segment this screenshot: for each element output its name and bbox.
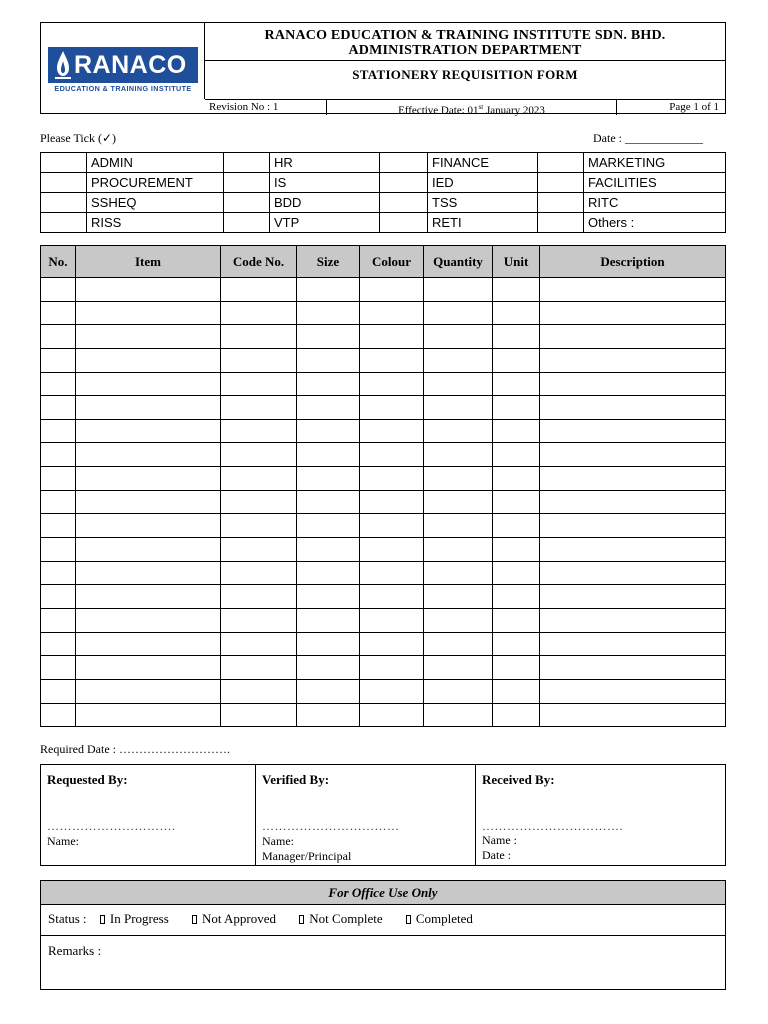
- department-row: [41, 173, 726, 193]
- table-cell[interactable]: [297, 703, 360, 727]
- table-cell[interactable]: [76, 703, 221, 727]
- table-cell[interactable]: [360, 561, 424, 585]
- verified-by-title: Verified By:: [262, 772, 330, 787]
- table-cell[interactable]: [221, 679, 297, 703]
- table-cell[interactable]: [41, 372, 76, 396]
- table-cell[interactable]: [221, 608, 297, 632]
- table-row: [41, 348, 726, 372]
- table-cell[interactable]: [41, 490, 76, 514]
- table-cell[interactable]: [76, 325, 221, 349]
- table-cell[interactable]: [540, 679, 726, 703]
- table-row: [41, 561, 726, 585]
- department-label: PROCUREMENT: [87, 173, 224, 193]
- table-row: [41, 679, 726, 703]
- table-cell[interactable]: [493, 538, 540, 562]
- department-row: [41, 193, 726, 213]
- table-cell[interactable]: [493, 348, 540, 372]
- table-cell[interactable]: [297, 348, 360, 372]
- department-label: RISS: [87, 213, 224, 233]
- tick-box[interactable]: [538, 173, 584, 193]
- table-cell[interactable]: [540, 490, 726, 514]
- table-cell[interactable]: [424, 656, 493, 680]
- table-cell[interactable]: [540, 585, 726, 609]
- column-header-size: Size: [297, 246, 360, 278]
- table-row: [41, 490, 726, 514]
- table-row: [41, 325, 726, 349]
- table-cell[interactable]: [360, 514, 424, 538]
- tick-box[interactable]: [224, 213, 270, 233]
- table-cell[interactable]: [424, 325, 493, 349]
- table-cell[interactable]: [297, 419, 360, 443]
- table-cell[interactable]: [76, 538, 221, 562]
- tick-box[interactable]: [538, 153, 584, 173]
- table-cell[interactable]: [424, 419, 493, 443]
- table-cell[interactable]: [221, 419, 297, 443]
- table-row: [41, 585, 726, 609]
- table-cell[interactable]: [221, 490, 297, 514]
- table-cell[interactable]: [424, 608, 493, 632]
- table-cell[interactable]: [493, 679, 540, 703]
- status-option-label: Completed: [415, 911, 473, 926]
- department-label: TSS: [428, 193, 538, 213]
- table-cell[interactable]: [540, 348, 726, 372]
- table-cell[interactable]: [360, 301, 424, 325]
- table-row: [41, 632, 726, 656]
- table-cell[interactable]: [540, 514, 726, 538]
- table-cell[interactable]: [297, 467, 360, 491]
- table-cell[interactable]: [493, 467, 540, 491]
- department-label: RITC: [584, 193, 726, 213]
- table-cell[interactable]: [540, 538, 726, 562]
- tick-box[interactable]: [380, 173, 428, 193]
- table-cell[interactable]: [297, 561, 360, 585]
- table-cell[interactable]: [221, 467, 297, 491]
- checkbox-icon: [192, 915, 197, 924]
- table-cell[interactable]: [424, 443, 493, 467]
- effective-date-prefix: Effective Date: 01: [398, 104, 479, 117]
- status-option-in-progress[interactable]: [100, 911, 179, 926]
- table-cell[interactable]: [493, 419, 540, 443]
- tick-box[interactable]: [224, 173, 270, 193]
- status-option-label: Not Complete: [309, 911, 383, 926]
- received-by-block[interactable]: [476, 765, 725, 865]
- table-row: [41, 608, 726, 632]
- table-cell[interactable]: [221, 396, 297, 420]
- logo-banner: [48, 47, 198, 83]
- table-cell[interactable]: [360, 585, 424, 609]
- table-cell[interactable]: [297, 656, 360, 680]
- table-cell[interactable]: [76, 608, 221, 632]
- table-cell[interactable]: [297, 538, 360, 562]
- items-header-row: [41, 246, 726, 278]
- office-use-section: [40, 880, 726, 990]
- status-label: Status :: [48, 911, 87, 926]
- table-cell[interactable]: [424, 514, 493, 538]
- department-label: FACILITIES: [584, 173, 726, 193]
- table-cell[interactable]: [41, 656, 76, 680]
- table-cell[interactable]: [41, 608, 76, 632]
- table-cell[interactable]: [221, 656, 297, 680]
- verified-by-name: Name:: [262, 834, 294, 848]
- table-row: [41, 419, 726, 443]
- required-date-field[interactable]: Required Date : ……………………….: [40, 742, 230, 756]
- table-cell[interactable]: [360, 703, 424, 727]
- table-cell[interactable]: [41, 443, 76, 467]
- table-cell[interactable]: [297, 372, 360, 396]
- table-row: [41, 278, 726, 302]
- table-cell[interactable]: [297, 490, 360, 514]
- column-header-item: Item: [76, 246, 221, 278]
- table-cell[interactable]: [76, 348, 221, 372]
- table-cell[interactable]: [297, 585, 360, 609]
- table-cell[interactable]: [41, 467, 76, 491]
- column-header-quantity: Quantity: [424, 246, 493, 278]
- table-cell[interactable]: [297, 514, 360, 538]
- effective-date-suffix: January 2023: [483, 104, 545, 117]
- tick-box[interactable]: [41, 213, 87, 233]
- table-cell[interactable]: [221, 632, 297, 656]
- tick-box[interactable]: [41, 173, 87, 193]
- table-cell[interactable]: [493, 585, 540, 609]
- table-cell[interactable]: [424, 538, 493, 562]
- table-cell[interactable]: [493, 608, 540, 632]
- table-cell[interactable]: [221, 514, 297, 538]
- table-cell[interactable]: [360, 372, 424, 396]
- signature-section: [40, 764, 726, 866]
- table-cell[interactable]: [493, 632, 540, 656]
- table-cell[interactable]: [221, 301, 297, 325]
- department-checklist: [40, 152, 726, 233]
- org-line-2: ADMINISTRATION DEPARTMENT: [348, 43, 582, 58]
- table-cell[interactable]: [493, 514, 540, 538]
- signature-line: ……………………………: [262, 819, 400, 833]
- table-cell[interactable]: [360, 396, 424, 420]
- verified-by-block[interactable]: [256, 765, 476, 865]
- table-cell[interactable]: [360, 608, 424, 632]
- flame-emblem-icon: [52, 49, 74, 81]
- table-cell[interactable]: [493, 372, 540, 396]
- requested-by-name: Name:: [47, 834, 79, 848]
- table-cell[interactable]: [221, 278, 297, 302]
- tick-box[interactable]: [380, 213, 428, 233]
- table-cell[interactable]: [540, 467, 726, 491]
- office-use-heading: For Office Use Only: [41, 881, 725, 905]
- department-label: SSHEQ: [87, 193, 224, 213]
- department-label: MARKETING: [584, 153, 726, 173]
- table-cell[interactable]: [540, 632, 726, 656]
- table-cell[interactable]: [221, 585, 297, 609]
- logo-wordmark: RANACO: [74, 51, 187, 79]
- table-cell[interactable]: [493, 396, 540, 420]
- department-label: FINANCE: [428, 153, 538, 173]
- requested-by-block[interactable]: [41, 765, 256, 865]
- tick-box[interactable]: [380, 153, 428, 173]
- table-cell[interactable]: [493, 561, 540, 585]
- table-row: [41, 396, 726, 420]
- table-cell[interactable]: [540, 325, 726, 349]
- table-row: [41, 514, 726, 538]
- table-cell[interactable]: [76, 278, 221, 302]
- table-cell[interactable]: [540, 656, 726, 680]
- table-cell[interactable]: [221, 443, 297, 467]
- remarks-label: Remarks :: [48, 943, 102, 958]
- table-cell[interactable]: [221, 325, 297, 349]
- table-cell[interactable]: [297, 679, 360, 703]
- table-cell[interactable]: [540, 608, 726, 632]
- table-cell[interactable]: [297, 443, 360, 467]
- table-cell[interactable]: [424, 585, 493, 609]
- table-cell[interactable]: [76, 679, 221, 703]
- table-cell[interactable]: [76, 514, 221, 538]
- table-cell[interactable]: [493, 278, 540, 302]
- table-cell[interactable]: [297, 301, 360, 325]
- table-cell[interactable]: [424, 467, 493, 491]
- signature-line: …………………………….: [482, 819, 623, 833]
- table-row: [41, 443, 726, 467]
- table-cell[interactable]: [41, 561, 76, 585]
- table-cell[interactable]: [493, 301, 540, 325]
- date-field[interactable]: Date : _____________: [593, 131, 703, 145]
- organization-name: [205, 23, 725, 61]
- table-cell[interactable]: [41, 514, 76, 538]
- effective-date: [327, 100, 617, 115]
- table-cell[interactable]: [424, 348, 493, 372]
- table-cell[interactable]: [297, 608, 360, 632]
- table-cell[interactable]: [221, 561, 297, 585]
- table-cell[interactable]: [76, 467, 221, 491]
- table-cell[interactable]: [76, 585, 221, 609]
- table-cell[interactable]: [540, 301, 726, 325]
- table-cell[interactable]: [221, 372, 297, 396]
- table-cell[interactable]: [76, 396, 221, 420]
- items-table: [40, 245, 726, 727]
- table-cell[interactable]: [41, 679, 76, 703]
- table-cell[interactable]: [424, 703, 493, 727]
- table-cell[interactable]: [41, 703, 76, 727]
- tick-box[interactable]: [380, 193, 428, 213]
- table-row: [41, 538, 726, 562]
- table-cell[interactable]: [493, 490, 540, 514]
- requested-by-title: Requested By:: [47, 772, 128, 787]
- department-label: BDD: [270, 193, 380, 213]
- table-cell[interactable]: [76, 490, 221, 514]
- checkbox-icon: [100, 915, 105, 924]
- table-cell[interactable]: [360, 656, 424, 680]
- tick-box[interactable]: [41, 153, 87, 173]
- table-cell[interactable]: [41, 538, 76, 562]
- column-header-code: Code No.: [221, 246, 297, 278]
- table-cell[interactable]: [360, 419, 424, 443]
- table-cell[interactable]: [297, 325, 360, 349]
- table-cell[interactable]: [493, 443, 540, 467]
- items-body: [41, 278, 726, 727]
- tick-box[interactable]: [224, 193, 270, 213]
- table-cell[interactable]: [41, 301, 76, 325]
- tick-instruction: Please Tick (✓): [40, 131, 117, 145]
- tick-box[interactable]: [41, 193, 87, 213]
- checkbox-icon: [406, 915, 411, 924]
- table-cell[interactable]: [424, 278, 493, 302]
- received-by-name: Name :: [482, 833, 517, 847]
- status-option-not-complete[interactable]: [299, 911, 392, 926]
- org-line-1: RANACO EDUCATION & TRAINING INSTITUTE SDN. BHD.: [264, 28, 666, 43]
- table-cell[interactable]: [540, 419, 726, 443]
- received-by-title: Received By:: [482, 772, 555, 787]
- table-cell[interactable]: [76, 656, 221, 680]
- status-option-label: Not Approved: [202, 911, 277, 926]
- department-label: RETI: [428, 213, 538, 233]
- department-label: Others :: [584, 213, 726, 233]
- table-cell[interactable]: [76, 561, 221, 585]
- department-label: VTP: [270, 213, 380, 233]
- table-cell[interactable]: [540, 278, 726, 302]
- table-row: [41, 301, 726, 325]
- effective-date-ordinal: st: [478, 103, 484, 111]
- verified-by-role: Manager/Principal: [262, 849, 352, 863]
- table-row: [41, 656, 726, 680]
- checkbox-icon: [299, 915, 304, 924]
- table-cell[interactable]: [360, 443, 424, 467]
- table-row: [41, 703, 726, 727]
- table-cell[interactable]: [540, 703, 726, 727]
- column-header-colour: Colour: [360, 246, 424, 278]
- table-cell[interactable]: [360, 278, 424, 302]
- table-cell[interactable]: [360, 490, 424, 514]
- table-cell[interactable]: [540, 396, 726, 420]
- column-header-unit: Unit: [493, 246, 540, 278]
- table-cell[interactable]: [221, 348, 297, 372]
- department-label: ADMIN: [87, 153, 224, 173]
- logo-cell: [41, 23, 205, 99]
- table-cell[interactable]: [41, 419, 76, 443]
- table-cell[interactable]: [76, 419, 221, 443]
- table-cell[interactable]: [424, 632, 493, 656]
- table-cell[interactable]: [360, 348, 424, 372]
- table-cell[interactable]: [360, 679, 424, 703]
- tick-box[interactable]: [538, 213, 584, 233]
- tick-box[interactable]: [224, 153, 270, 173]
- table-cell[interactable]: [360, 632, 424, 656]
- table-cell[interactable]: [41, 585, 76, 609]
- ranaco-logo: [48, 47, 198, 93]
- status-option-completed[interactable]: [406, 911, 483, 926]
- table-cell[interactable]: [41, 325, 76, 349]
- department-label: HR: [270, 153, 380, 173]
- logo-subtitle: EDUCATION & TRAINING INSTITUTE: [54, 84, 192, 93]
- table-cell[interactable]: [297, 396, 360, 420]
- table-cell[interactable]: [41, 396, 76, 420]
- table-cell[interactable]: [76, 301, 221, 325]
- status-option-label: In Progress: [109, 911, 169, 926]
- status-option-not-approved[interactable]: [192, 911, 286, 926]
- form-title: STATIONERY REQUISITION FORM: [352, 67, 578, 82]
- revision-number: Revision No : 1: [205, 100, 327, 115]
- table-cell[interactable]: [540, 443, 726, 467]
- table-cell[interactable]: [493, 656, 540, 680]
- table-cell[interactable]: [360, 467, 424, 491]
- department-row: [41, 153, 726, 173]
- table-cell[interactable]: [424, 679, 493, 703]
- status-row: [41, 905, 725, 936]
- table-cell[interactable]: [221, 538, 297, 562]
- table-cell[interactable]: [297, 632, 360, 656]
- column-header-no: No.: [41, 246, 76, 278]
- table-cell[interactable]: [424, 396, 493, 420]
- remarks-field[interactable]: [41, 936, 725, 966]
- table-cell[interactable]: [297, 278, 360, 302]
- table-cell[interactable]: [493, 325, 540, 349]
- revision-row: [205, 99, 725, 117]
- table-cell[interactable]: [424, 372, 493, 396]
- table-cell[interactable]: [540, 561, 726, 585]
- table-cell[interactable]: [540, 372, 726, 396]
- form-header: [40, 22, 726, 117]
- column-header-description: Description: [540, 246, 726, 278]
- signature-line: ………………………….: [47, 819, 176, 833]
- table-cell[interactable]: [360, 538, 424, 562]
- table-cell[interactable]: [41, 278, 76, 302]
- table-cell[interactable]: [424, 490, 493, 514]
- department-label: IED: [428, 173, 538, 193]
- table-row: [41, 372, 726, 396]
- tick-box[interactable]: [538, 193, 584, 213]
- received-by-date: Date :: [482, 848, 511, 862]
- table-cell[interactable]: [493, 703, 540, 727]
- table-cell[interactable]: [221, 703, 297, 727]
- page-number: Page 1 of 1: [669, 101, 719, 113]
- department-row: [41, 213, 726, 233]
- table-cell[interactable]: [424, 301, 493, 325]
- department-label: IS: [270, 173, 380, 193]
- table-cell[interactable]: [76, 632, 221, 656]
- table-cell[interactable]: [76, 372, 221, 396]
- table-cell[interactable]: [41, 348, 76, 372]
- table-cell[interactable]: [41, 632, 76, 656]
- table-row: [41, 467, 726, 491]
- table-cell[interactable]: [360, 325, 424, 349]
- table-cell[interactable]: [76, 443, 221, 467]
- table-cell[interactable]: [424, 561, 493, 585]
